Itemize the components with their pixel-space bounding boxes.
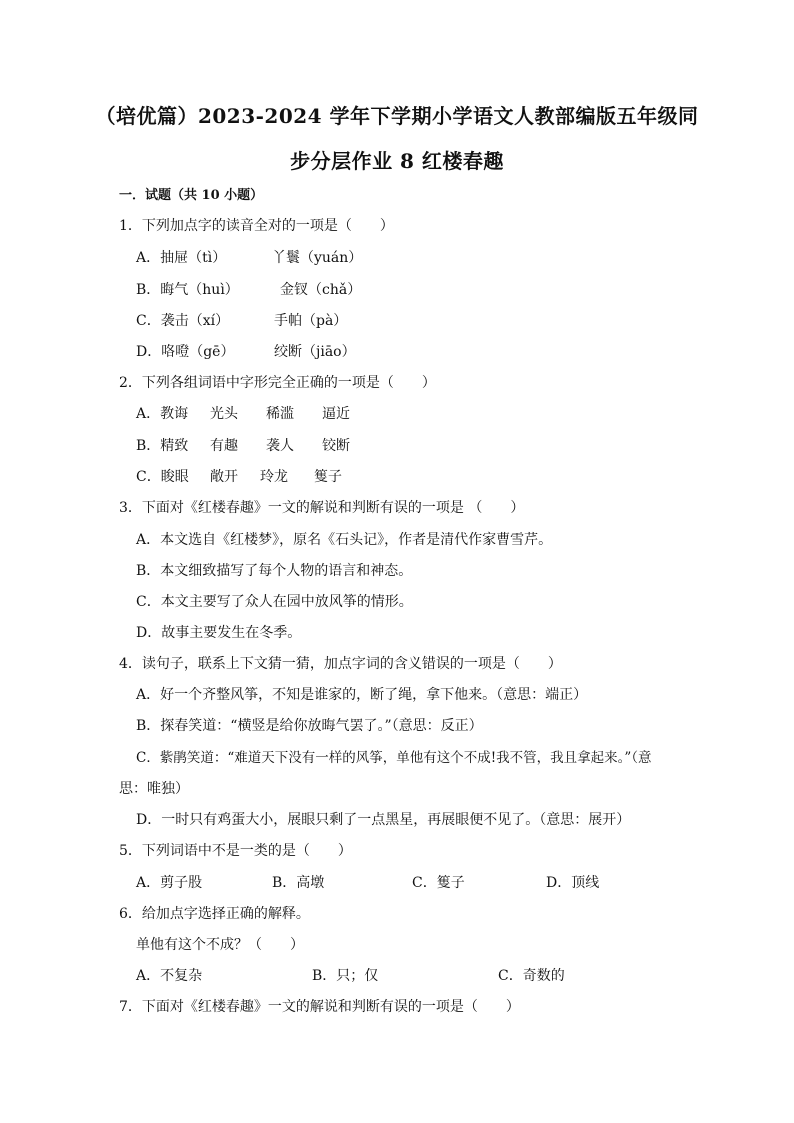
section-heading: 一．试题（共 10 小题）	[119, 188, 264, 203]
option-d: D．顶线	[546, 875, 600, 891]
document-title-line-1: （培优篇）2023-2024 学年下学期小学语文人教部编版五年级同	[95, 104, 699, 128]
question-1-option-c	[136, 311, 696, 331]
option-c-item-2: 手帕（pà）	[274, 313, 348, 329]
question-1-option-d	[136, 342, 696, 362]
word: 袭人	[266, 438, 294, 454]
option-a-item-2: 丫鬟（yuán）	[272, 250, 363, 266]
question-3-stem: 3．下面对《红楼春趣》一文的解说和判断有误的一项是 （ ）	[119, 500, 525, 516]
word: A．教诲	[136, 406, 189, 422]
question-3-option-c: C．本文主要写了众人在园中放风筝的情形。	[136, 594, 413, 610]
option-d-item-2: 绞断（jiāo）	[274, 344, 356, 360]
option-b: B．高墩	[272, 875, 325, 891]
word: 稀滥	[266, 406, 294, 422]
question-2-option-c	[136, 467, 696, 487]
question-1-option-b	[136, 280, 696, 300]
question-4-option-d: D．一时只有鸡蛋大小，展眼只剩了一点黑星，再展眼便不见了。（意思：展开）	[136, 812, 631, 828]
question-3-option-a: A．本文选自《红楼梦》，原名《石头记》，作者是清代作家曹雪芹。	[136, 532, 553, 548]
question-6-sentence: 单他有这个不成？（ ）	[136, 937, 304, 953]
word: 有趣	[210, 438, 238, 454]
question-2-stem: 2．下列各组词语中字形完全正确的一项是（ ）	[119, 375, 436, 391]
question-4-option-c-continued: 思：唯独）	[119, 781, 189, 797]
word: 逼近	[322, 406, 350, 422]
word: 光头	[210, 406, 238, 422]
option-a: A．剪子股	[136, 875, 203, 891]
option-c: C．篗子	[412, 875, 465, 891]
option-b-item-2: 金钗（chǎ）	[280, 282, 362, 298]
option-a: A．不复杂	[136, 968, 203, 984]
question-3-option-d: D．故事主要发生在冬季。	[136, 625, 302, 641]
question-2-option-a	[136, 404, 696, 424]
question-4-option-c: C．紫鹃笑道：“难道天下没有一样的风筝，单他有这个不成!我不管，我且拿起来。”（意	[136, 750, 652, 766]
question-4-option-b: B．探春笑道：“横竖是给你放晦气罢了。”（意思：反正）	[136, 718, 483, 734]
question-4-option-a: A．好一个齐整风筝，不知是谁家的，断了绳，拿下他来。（意思：端正）	[136, 687, 588, 703]
option-a-item-1: A．抽屉（tì）	[136, 250, 227, 266]
option-c: C．奇数的	[498, 968, 565, 984]
word: 玲龙	[260, 469, 288, 485]
option-c-item-1: C．袭击（xí）	[136, 313, 230, 329]
word: B．精致	[136, 438, 189, 454]
question-6-options	[136, 966, 696, 986]
question-1-stem: 1．下列加点字的读音全对的一项是（ ）	[119, 218, 394, 234]
option-d-item-1: D．咯噔（gē）	[136, 344, 235, 360]
word: C．睃眼	[136, 469, 189, 485]
option-b: B．只；仅	[312, 968, 379, 984]
document-title-line-2: 步分层作业 8 红楼春趣	[290, 149, 504, 173]
question-5-options	[136, 873, 696, 893]
question-6-stem: 6．给加点字选择正确的解释。	[119, 906, 310, 922]
word: 铰断	[322, 438, 350, 454]
question-3-option-b: B．本文细致描写了每个人物的语言和神态。	[136, 563, 413, 579]
question-7-stem: 7．下面对《红楼春趣》一文的解说和判断有误的一项是（ ）	[119, 999, 520, 1015]
question-5-stem: 5．下列词语中不是一类的是（ ）	[119, 843, 352, 859]
question-2-option-b	[136, 436, 696, 456]
question-4-stem: 4．读句子，联系上下文猜一猜，加点字词的含义错误的一项是（ ）	[119, 656, 562, 672]
option-b-item-1: B．晦气（huì）	[136, 282, 239, 298]
word: 敞开	[210, 469, 238, 485]
question-1-option-a	[136, 248, 696, 268]
word: 篗子	[314, 469, 342, 485]
